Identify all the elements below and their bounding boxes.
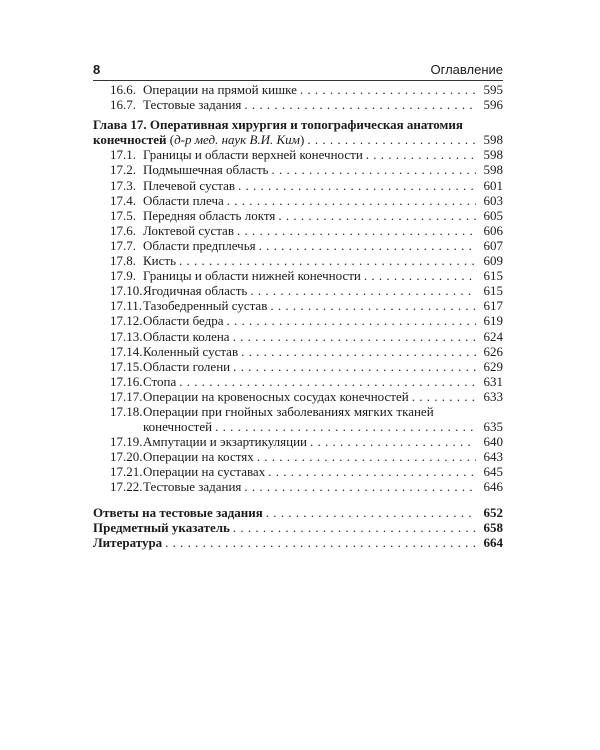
entry-number: 17.14. — [110, 343, 143, 359]
entry-page: 615 — [483, 268, 503, 284]
entry-title: Границы и области верхней конечности — [143, 147, 363, 163]
entry-number: 16.6. — [110, 82, 136, 97]
paren-open: ( — [166, 132, 175, 148]
entry-title: Операции при гнойных заболеваниях мягких тканей — [143, 403, 434, 419]
leader-dots — [237, 223, 476, 238]
entry-page: 646 — [483, 479, 503, 495]
entry-title: Тестовые задания — [143, 97, 242, 113]
toc-entry[interactable] — [93, 329, 503, 344]
entry-title: Предметный указатель — [93, 519, 230, 535]
entry-number: 17.15. — [110, 358, 143, 374]
entry-page: 607 — [483, 237, 503, 253]
leader-dots — [310, 434, 476, 449]
pre-items — [93, 82, 503, 112]
entry-title: Области бедра — [143, 313, 224, 329]
entry-number: 17.4. — [110, 192, 136, 208]
chapter-heading — [93, 117, 503, 147]
entry-number: 17.17. — [110, 388, 143, 404]
back-matter — [93, 505, 503, 550]
entry-title: Тестовые задания — [143, 479, 242, 495]
toc-entry-17-18[interactable] — [93, 404, 503, 434]
entry-number: 17.5. — [110, 207, 136, 223]
entry-page: 643 — [483, 449, 503, 465]
chapter-items — [93, 147, 503, 404]
leader-dots — [250, 283, 476, 298]
entry-title: Ответы на тестовые задания — [93, 504, 263, 520]
entry-number: 17.19. — [110, 434, 143, 450]
entry-number: 17.1. — [110, 147, 136, 163]
leader-dots — [179, 253, 476, 268]
leader-dots — [165, 535, 476, 550]
chapter-page: 598 — [483, 132, 503, 148]
entry-title: Операции на прямой кишке — [143, 82, 297, 97]
leader-dots — [257, 449, 476, 464]
entry-number: 16.7. — [110, 97, 136, 113]
toc-entry[interactable] — [93, 359, 503, 374]
entry-page: 631 — [483, 373, 503, 389]
toc-entry[interactable] — [93, 298, 503, 313]
entry-title: Области колена — [143, 328, 230, 344]
entry-title: Ампутации и экзартикуляции — [143, 434, 308, 450]
entry-page: 624 — [483, 328, 503, 344]
entry-page: 603 — [483, 192, 503, 208]
toc-entry[interactable] — [93, 535, 503, 550]
entry-page: 595 — [483, 82, 503, 97]
entry-title: Подмышечная область — [143, 162, 269, 178]
toc-entry[interactable] — [93, 223, 503, 238]
entry-page: 598 — [483, 147, 503, 163]
entry-page: 617 — [483, 298, 503, 314]
entry-number: 17.18. — [110, 403, 143, 419]
toc-entry[interactable] — [93, 283, 503, 298]
entry-number: 17.6. — [110, 222, 136, 238]
entry-number: 17.13. — [110, 328, 143, 344]
entry-page: 619 — [483, 313, 503, 329]
entry-number: 17.8. — [110, 253, 136, 269]
toc-entry[interactable] — [93, 344, 503, 359]
toc-entry[interactable] — [93, 449, 503, 464]
entry-page: 635 — [483, 419, 503, 435]
leader-dots — [227, 193, 476, 208]
entry-title: Кисть — [143, 253, 177, 269]
toc-entry[interactable] — [93, 193, 503, 208]
entry-page: 664 — [483, 534, 503, 550]
entry-page: 640 — [483, 434, 503, 450]
entry-title-cont: конечностей — [143, 419, 213, 435]
entry-title: Стопа — [143, 373, 177, 389]
entry-number: 17.20. — [110, 449, 143, 465]
leader-dots — [233, 520, 476, 535]
entry-page: 606 — [483, 222, 503, 238]
leader-dots — [364, 268, 476, 283]
entry-page: 615 — [483, 283, 503, 299]
chapter-title: Глава 17. Оперативная хирургия и топографическая анатомия — [93, 117, 463, 133]
entry-number: 17.22. — [110, 479, 143, 495]
leader-dots — [307, 132, 476, 147]
leader-dots — [241, 344, 476, 359]
page-number: 8 — [93, 62, 101, 77]
leader-dots — [366, 147, 476, 162]
leader-dots — [227, 313, 476, 328]
entry-number: 17.21. — [110, 464, 143, 480]
leader-dots — [233, 359, 476, 374]
entry-title: Локтевой сустав — [143, 222, 234, 238]
toc-entry[interactable] — [93, 82, 503, 97]
leader-dots — [238, 178, 476, 193]
leader-dots — [278, 208, 476, 223]
running-title: Оглавление — [430, 62, 503, 77]
entry-title: Плечевой сустав — [143, 177, 236, 193]
leader-dots — [215, 419, 476, 434]
entry-title: Области предплечья — [143, 237, 256, 253]
entry-number: 17.10. — [110, 283, 143, 299]
toc-entry[interactable] — [93, 268, 503, 283]
chapter-title-cont: конечностей — [93, 132, 167, 148]
entry-page: 609 — [483, 253, 503, 269]
entry-number: 17.11. — [110, 298, 143, 314]
toc-entry[interactable] — [93, 389, 503, 404]
entry-title: Операции на суставах — [143, 464, 266, 480]
entry-number: 17.12. — [110, 313, 143, 329]
leader-dots — [300, 82, 476, 97]
entry-page: 601 — [483, 177, 503, 193]
entry-page: 605 — [483, 207, 503, 223]
entry-title: Литература — [93, 534, 163, 550]
toc-entry[interactable] — [93, 434, 503, 449]
entry-title: Операции на костях — [143, 449, 254, 465]
toc-entry[interactable] — [93, 162, 503, 177]
entry-title: Области плеча — [143, 192, 224, 208]
entry-page: 598 — [483, 162, 503, 178]
entry-number: 17.2. — [110, 162, 136, 178]
toc-entry[interactable] — [93, 464, 503, 479]
table-of-contents — [93, 82, 503, 550]
toc-entry[interactable] — [93, 178, 503, 193]
leader-dots — [259, 238, 476, 253]
toc-entry[interactable] — [93, 97, 503, 112]
leader-dots — [268, 464, 476, 479]
entry-page: 596 — [483, 97, 503, 113]
entry-number: 17.16. — [110, 373, 143, 389]
leader-dots — [271, 162, 476, 177]
entry-number: 17.7. — [110, 237, 136, 253]
entry-title: Коленный сустав — [143, 343, 239, 359]
leader-dots — [266, 505, 476, 520]
entry-title: Передняя область локтя — [143, 207, 276, 223]
entry-page: 633 — [483, 388, 503, 404]
entry-page: 626 — [483, 343, 503, 359]
running-header — [93, 62, 503, 81]
toc-entry[interactable] — [93, 479, 503, 494]
entry-title: Тазобедренный сустав — [143, 298, 268, 314]
toc-entry[interactable] — [93, 208, 503, 223]
leader-dots — [412, 389, 476, 404]
toc-entry[interactable] — [93, 238, 503, 253]
chapter-items-after — [93, 434, 503, 494]
leader-dots — [233, 329, 476, 344]
leader-dots — [179, 374, 476, 389]
leader-dots — [270, 298, 476, 313]
toc-entry[interactable] — [93, 520, 503, 535]
entry-number: 17.9. — [110, 268, 136, 284]
entry-page: 652 — [483, 504, 503, 520]
paren-close: ) — [299, 132, 305, 148]
entry-number: 17.3. — [110, 177, 136, 193]
leader-dots — [244, 97, 476, 112]
entry-page: 658 — [483, 519, 503, 535]
leader-dots — [244, 479, 476, 494]
entry-title: Операции на кровеносных сосудах конечностей — [143, 388, 409, 404]
toc-entry[interactable] — [93, 505, 503, 520]
toc-entry[interactable] — [93, 253, 503, 268]
chapter-author: д-р мед. наук В.И. Ким — [174, 132, 300, 148]
toc-entry[interactable] — [93, 313, 503, 328]
chapter-entry[interactable] — [93, 132, 503, 147]
entry-title: Границы и области нижней конечности — [143, 268, 361, 284]
entry-title: Области голени — [143, 358, 231, 374]
entry-page: 629 — [483, 358, 503, 374]
entry-title: Ягодичная область — [143, 283, 248, 299]
entry-page: 645 — [483, 464, 503, 480]
toc-entry[interactable] — [93, 374, 503, 389]
toc-entry[interactable] — [93, 147, 503, 162]
